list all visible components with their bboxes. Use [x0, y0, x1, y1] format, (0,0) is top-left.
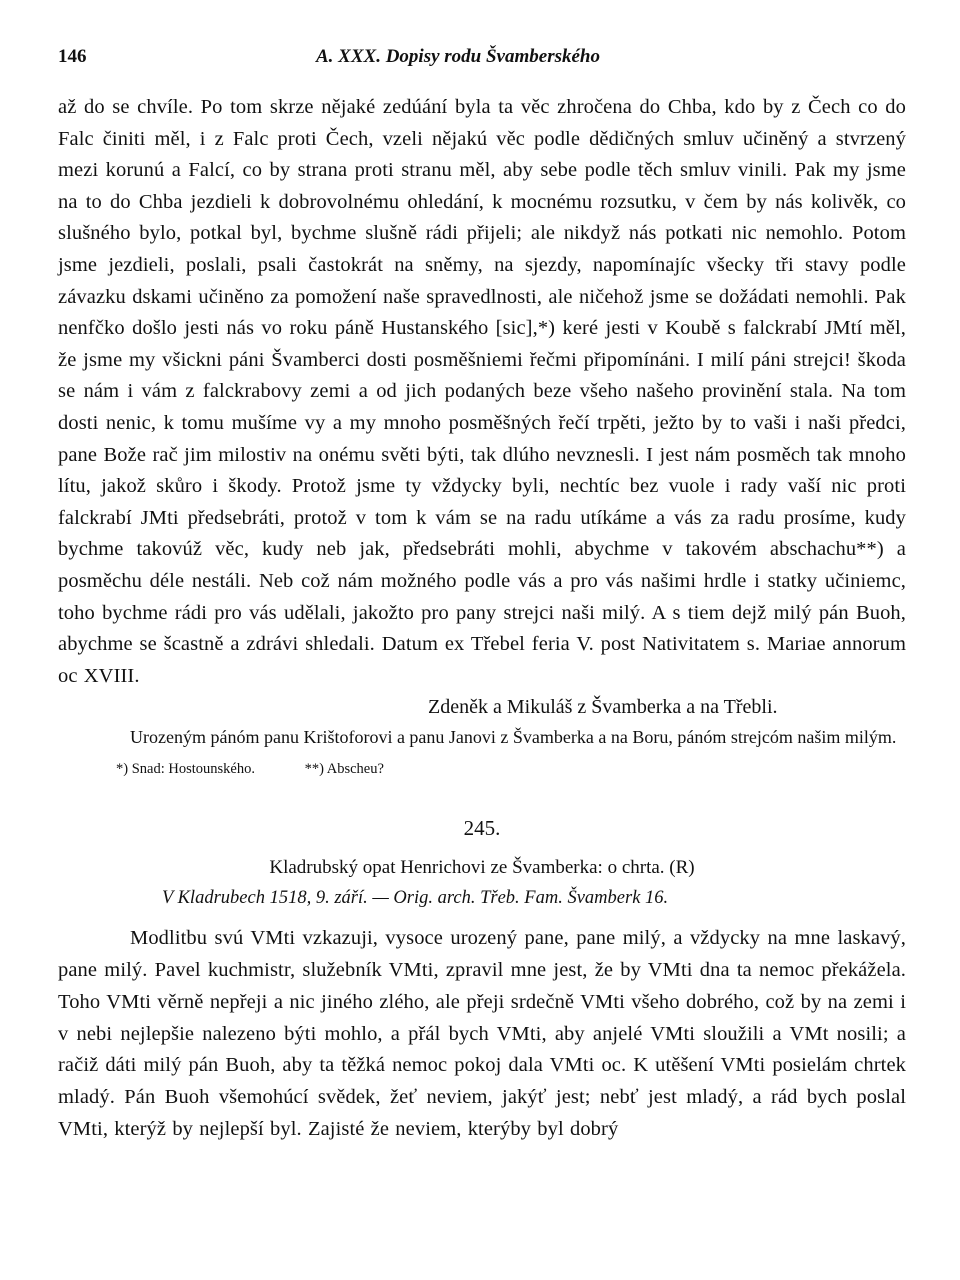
- letter-244-body: až do se chvíle. Po tom skrze nějaké zedúání byla ta věc zhročena do Chba, kdo by z Čech co do Falc činiti měl, i z Falc proti Čech, vzeli nějakú věc podle dědičných smluv učiněný a stvrzený mezi korunú a Falcí, co by strana proti stranu měl, aby sebe podle těch smluv vinili. Pak my jsme na to do Chba jezdieli k dobrovolnému ohledání, k mocnému rozsutku, v čem by nás kolivěk, co slušného bylo, potkal byl, bychme slušně rádi přijeli; ale nikdyž nás potkati nic nemohlo. Potom jsme jezdieli, poslali, psali častokrát na sněmy, na sjezdy, napomínajíc všecky tři stavy podle závazku dskami učiněno za pomožení naše spravedlnosti, ale ničehož jsme se dožádati nemohli. Pak nenfčko došlo jesti nás vo roku páně Hustanského [sic],*) keré jesti v Koubě s falckrabí JMtí měl, že jsme my všickni páni Švamberci dosti posměšniemi řečmi připomínáni. I milí páni strejci! škoda se nám i vám z falckrabovy zemi a od jich podaných beze všeho našeho provinění stala. Na tom dosti nenic, k tomu mušíme vy a my mnoho posměšných řečí trpěti, ježto by to vaši i naši předci, pane Bože rač jim milostiv na onému světi býti, tak dlúho nevznesli. I jest nám posměch tak mnoho lítu, jakož skůro i škody. Protož jsme ty vždycky byli, nechtíc bez vuole i rady vaší nic proti falckrabí JMti předsebráti, protož v tom k vám se na radu utíkáme a vás za radu prosíme, kudy bychme takovúž věc, kudy neb jak, předsebráti mohli, abychme v takovém abschachu**) a posměchu déle nestáli. Neb což nám možného podle vás a pro vás našimi hrdle i statky učiniemc, toho bychme rádi pro vás udělali, jakožto pro pany strejci naši milý. A s tiem dejž milý pán Buoh, abychme se šcastně a zdrávi shledali. Datum ex Třebel feria V. post Nativitatem s. Mariae annorum oc XVIII.: [58, 96, 906, 687]
- letter-245-heading: Kladrubský opat Henrichovi ze Švamberka: o chrta. (R): [269, 857, 695, 879]
- letter-244-signature: Zdeněk a Mikuláš z Švamberka a na Třebli.: [428, 696, 778, 719]
- running-head: [58, 46, 906, 76]
- letter-245-body: Modlitbu svú VMti vzkazuji, vysoce urozený pane, pane milý, a vždycky na mne laskavý, pane milý. Pavel kuchmistr, služebník VMti, zpravil mne jest, že by VMti dna ta nemoc překážela. Toho VMti věrně nepřeji a nic jiného zlého, ale přeji srdečně VMti všeho dobrého, což by na zemi i v nebi nejlepšie nalezeno býti mohlo, a přál bych VMti, aby anjelé VMti sloužili a VMt nosili; a račiž dáti milý pán Buoh, aby ta těžká nemoc pokoj dala VMti oc. K utěšení VMti posielám chrtek mladý. Pán Buoh všemohúcí svědek, žeť neviem, jakýť jest; nebť jest mladý, a rád bych poslal VMti, kterýž by nejlepší byl. Zajisté že neviem, kterýby byl dobrý: [58, 927, 906, 1141]
- footnote-2: **) Abscheu?: [304, 761, 384, 778]
- letter-245-number: 245.: [463, 816, 501, 841]
- running-title: A. XXX. Dopisy rodu Švamberského: [316, 46, 600, 67]
- footnotes: [116, 759, 906, 779]
- letter-245-source: V Kladrubech 1518, 9. září. — Orig. arch. Třeb. Fam. Švamberk 16.: [162, 888, 669, 909]
- book-page: [58, 46, 906, 1146]
- page-number: 146: [58, 46, 87, 67]
- letter-244-address: Urozeným pánóm panu Krištoforovi a panu Janovi z Švamberka a na Boru, pánóm strejcóm našim milým.: [130, 727, 897, 748]
- footnote-1: *) Snad: Hostounského.: [116, 761, 255, 778]
